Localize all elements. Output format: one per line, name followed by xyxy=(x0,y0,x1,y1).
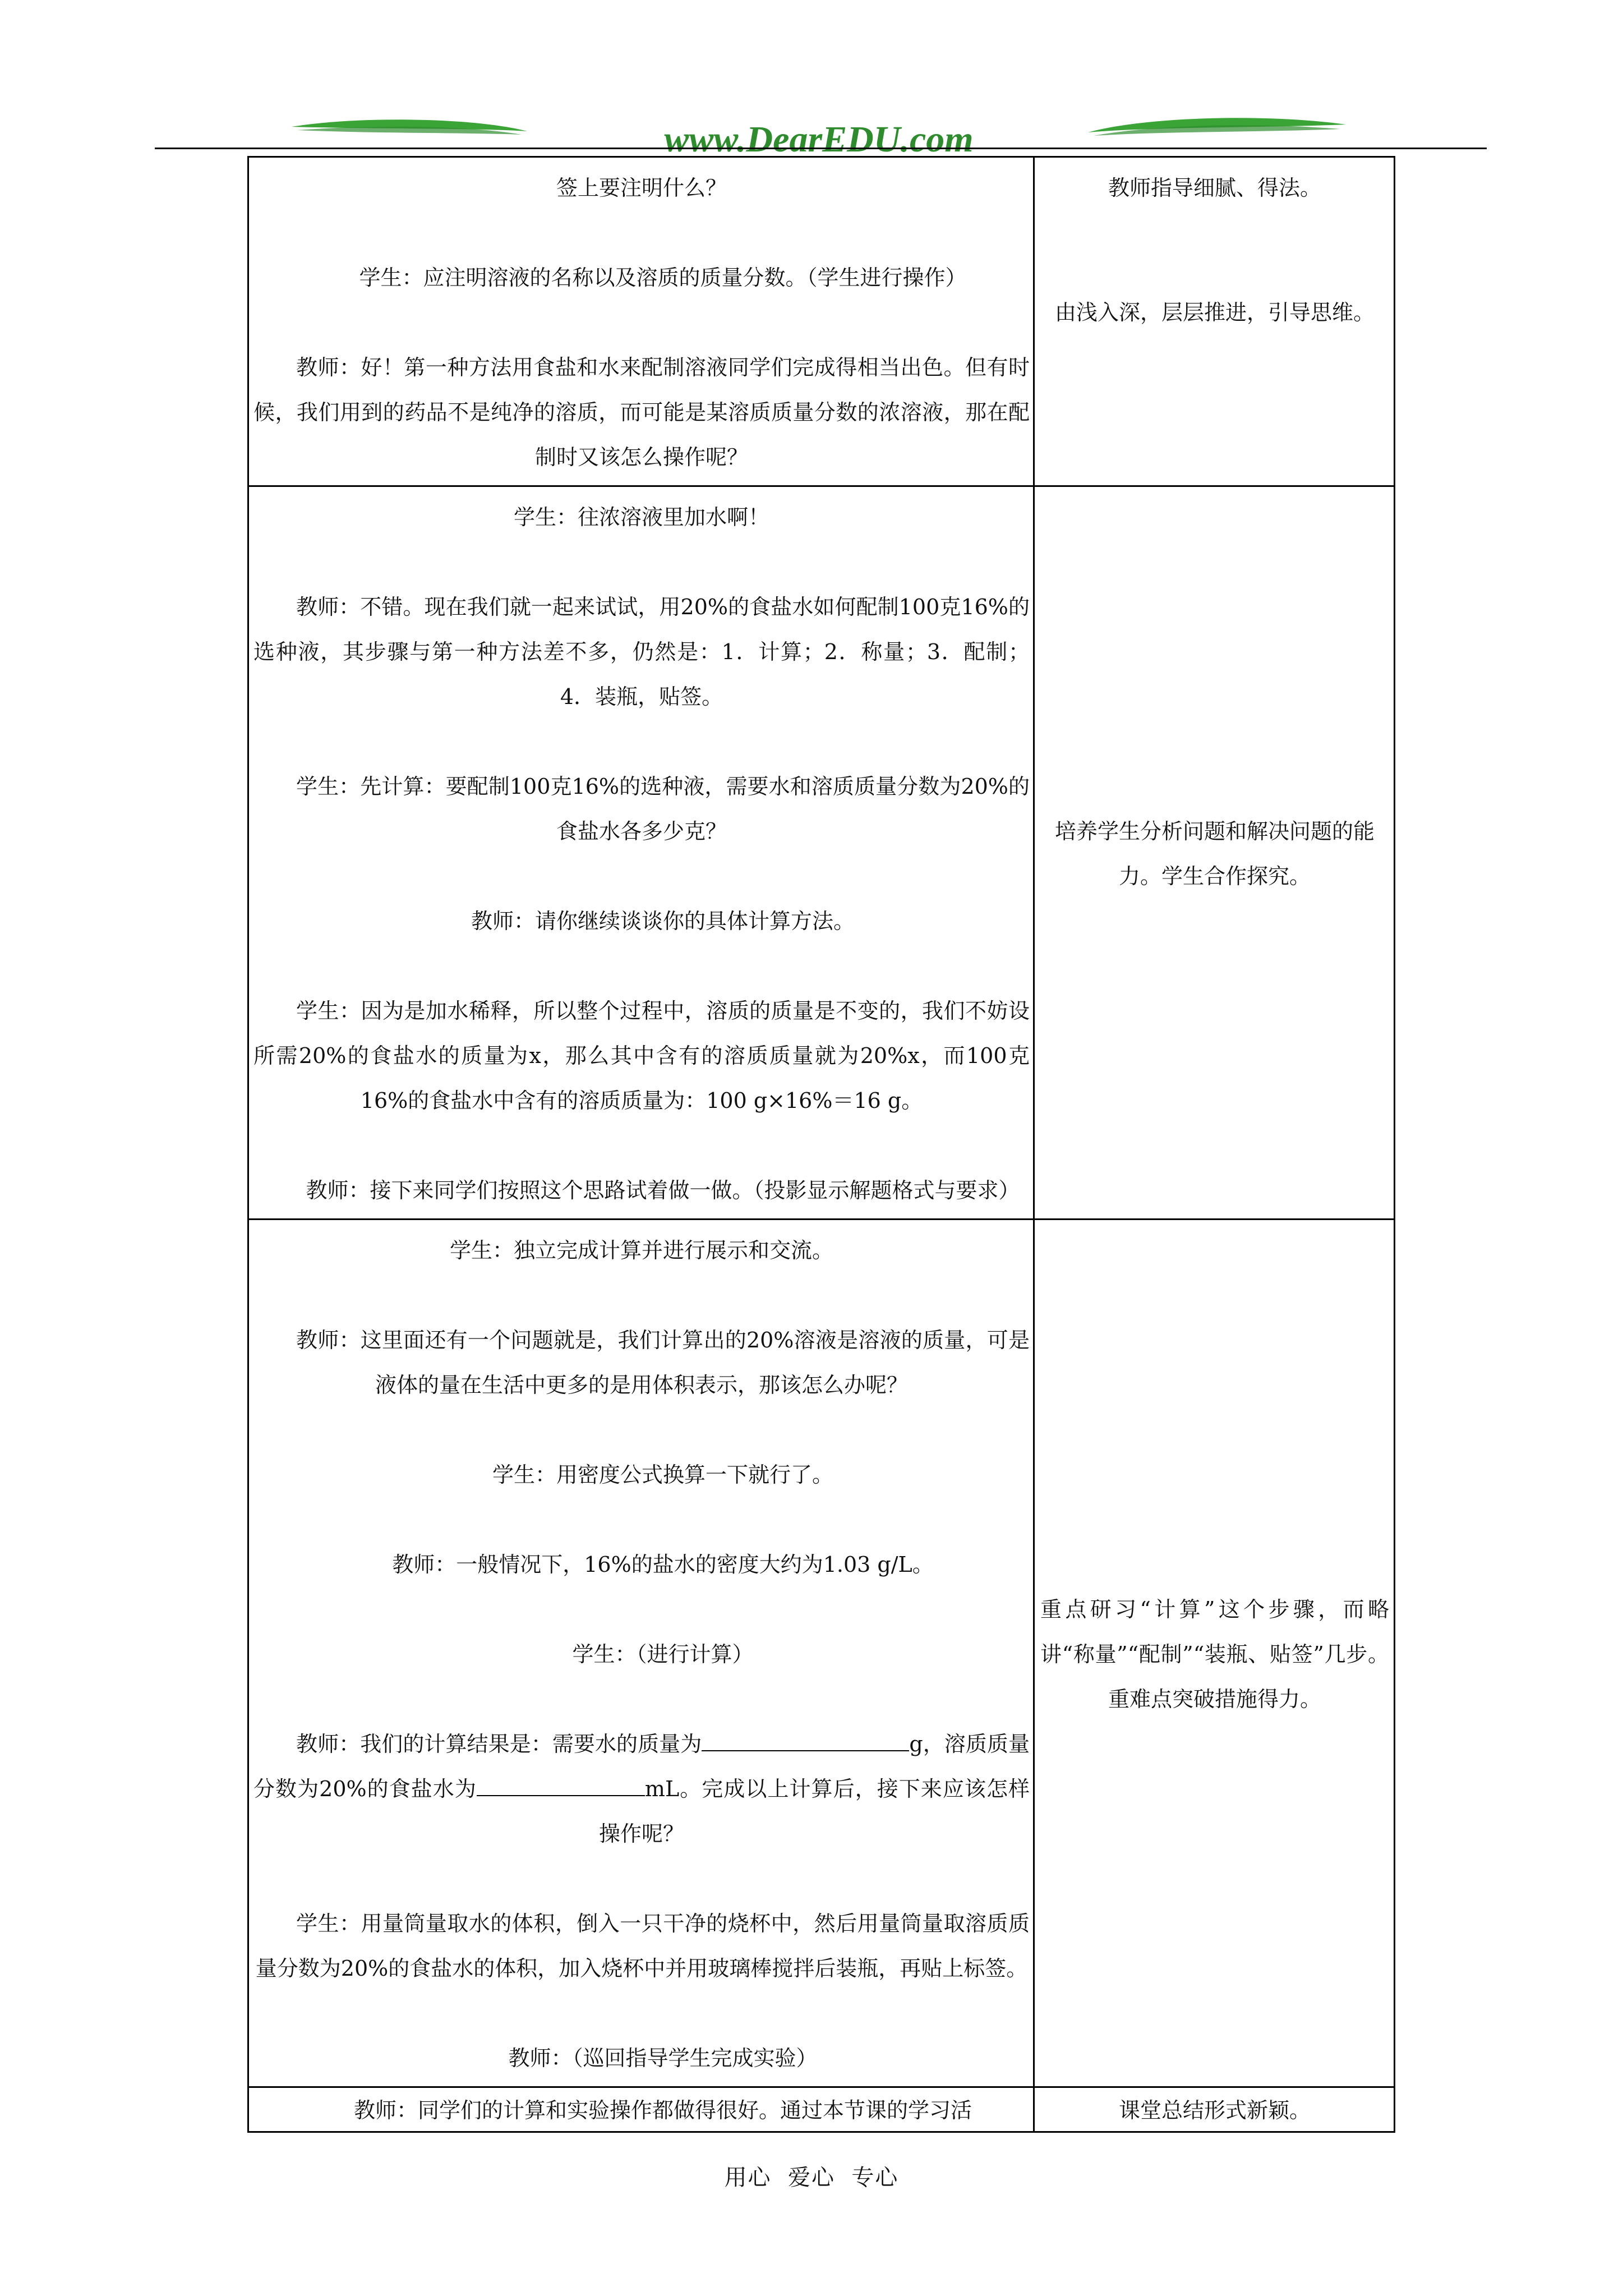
paragraph: 学生：因为是加水稀释，所以整个过程中，溶质的质量是不变的，我们不妨设所需20%的食盐水的质量为x，那么其中含有的溶质质量就为20%x，而100克16%的食盐水中含有的溶质质量为：100 g×16%＝16 g。 xyxy=(253,999,1030,1113)
paragraph-part: 教师：我们的计算结果是：需要水的质量为 xyxy=(296,1732,702,1756)
page-footer: 用心 爱心 专心 xyxy=(724,2165,899,2191)
lesson-table xyxy=(247,156,1395,2133)
dearedu-logo xyxy=(292,112,1346,157)
paragraph: 签上要注明什么？ xyxy=(556,176,727,200)
table-row xyxy=(248,1220,1395,2087)
table-row xyxy=(248,157,1395,486)
paragraph: 教师：好！第一种方法用食盐和水来配制溶液同学们完成得相当出色。但有时候，我们用到的药品不是纯净的溶质，而可能是某溶质质量分数的浓溶液，那在配制时又该怎么操作呢？ xyxy=(253,355,1030,470)
header-rule xyxy=(155,148,1487,149)
paragraph: 教师：接下来同学们按照这个思路试着做一做。（投影显示解题格式与要求） xyxy=(306,1178,1020,1203)
paragraph: 学生：（进行计算） xyxy=(572,1642,754,1667)
comment-text: 课堂总结形式新颖。 xyxy=(1118,2098,1311,2123)
answer-blank-water[interactable] xyxy=(702,1731,909,1751)
comment-cell xyxy=(1034,486,1395,1220)
paragraph: 教师：这里面还有一个问题就是，我们计算出的20%溶液是溶液的质量，可是液体的量在生活中更多的是用体积表示，那该怎么办呢？ xyxy=(296,1328,1030,1397)
paragraph: 教师：不错。现在我们就一起来试试，用20%的食盐水如何配制100克16%的选种液，其步骤与第一种方法差不多，仍然是：1．计算；2．称量；3．配制；4．装瓶，贴签。 xyxy=(253,595,1030,709)
process-cell xyxy=(248,486,1034,1220)
comment-cell xyxy=(1034,2087,1395,2132)
comment-text: 教师指导细腻、得法。 xyxy=(1108,176,1321,200)
process-cell xyxy=(248,157,1034,486)
paragraph: 学生：独立完成计算并进行展示和交流。 xyxy=(449,1238,833,1263)
paragraph: 教师：一般情况下，16%的盐水的密度大约为1.03 g/L。 xyxy=(392,1552,934,1577)
comment-text: 培养学生分析问题和解决问题的能力。学生合作探究。 xyxy=(1054,819,1375,889)
paragraph: 教师：（巡回指导学生完成实验） xyxy=(508,2046,818,2070)
comment-cell xyxy=(1034,1220,1395,2087)
table-row xyxy=(248,2087,1395,2132)
paragraph-part: mL。完成以上计算后，接下来应该怎样操作呢？ xyxy=(598,1777,1030,1846)
paragraph: 学生：先计算：要配制100克16%的选种液，需要水和溶质质量分数为20%的食盐水各多少克？ xyxy=(296,774,1030,844)
fill-in-paragraph xyxy=(253,1722,1030,1856)
paragraph-part: g，溶质质量分数为20%的食盐水为 xyxy=(253,1732,1030,1801)
comment-cell xyxy=(1034,157,1395,486)
paragraph: 学生：应注明溶液的名称以及溶质的质量分数。（学生进行操作） xyxy=(359,265,967,290)
process-cell xyxy=(248,1220,1034,2087)
paragraph: 学生：用量筒量取水的体积，倒入一只干净的烧杯中，然后用量筒量取溶质质量分数为20%的食盐水的体积，加入烧杯中并用玻璃棒搅拌后装瓶，再贴上标签。 xyxy=(255,1911,1030,1981)
comment-text: 由浅入深，层层推进，引导思维。 xyxy=(1054,300,1375,325)
answer-blank-solution[interactable] xyxy=(477,1776,645,1796)
paragraph: 学生：用密度公式换算一下就行了。 xyxy=(492,1462,833,1487)
logo-text: www.DearEDU.com xyxy=(664,119,974,157)
paragraph: 教师：请你继续谈谈你的具体计算方法。 xyxy=(471,909,855,933)
comment-text: 重点研习“计算”这个步骤，而略讲“称量”“配制”“装瓶、贴签”几步。重难点突破措施得力。 xyxy=(1040,1597,1389,1711)
table-row xyxy=(248,486,1395,1220)
paragraph: 学生：往浓溶液里加水啊！ xyxy=(513,505,769,530)
paragraph: 教师：同学们的计算和实验操作都做得很好。通过本节课的学习活 xyxy=(353,2098,972,2123)
process-cell xyxy=(248,2087,1034,2132)
